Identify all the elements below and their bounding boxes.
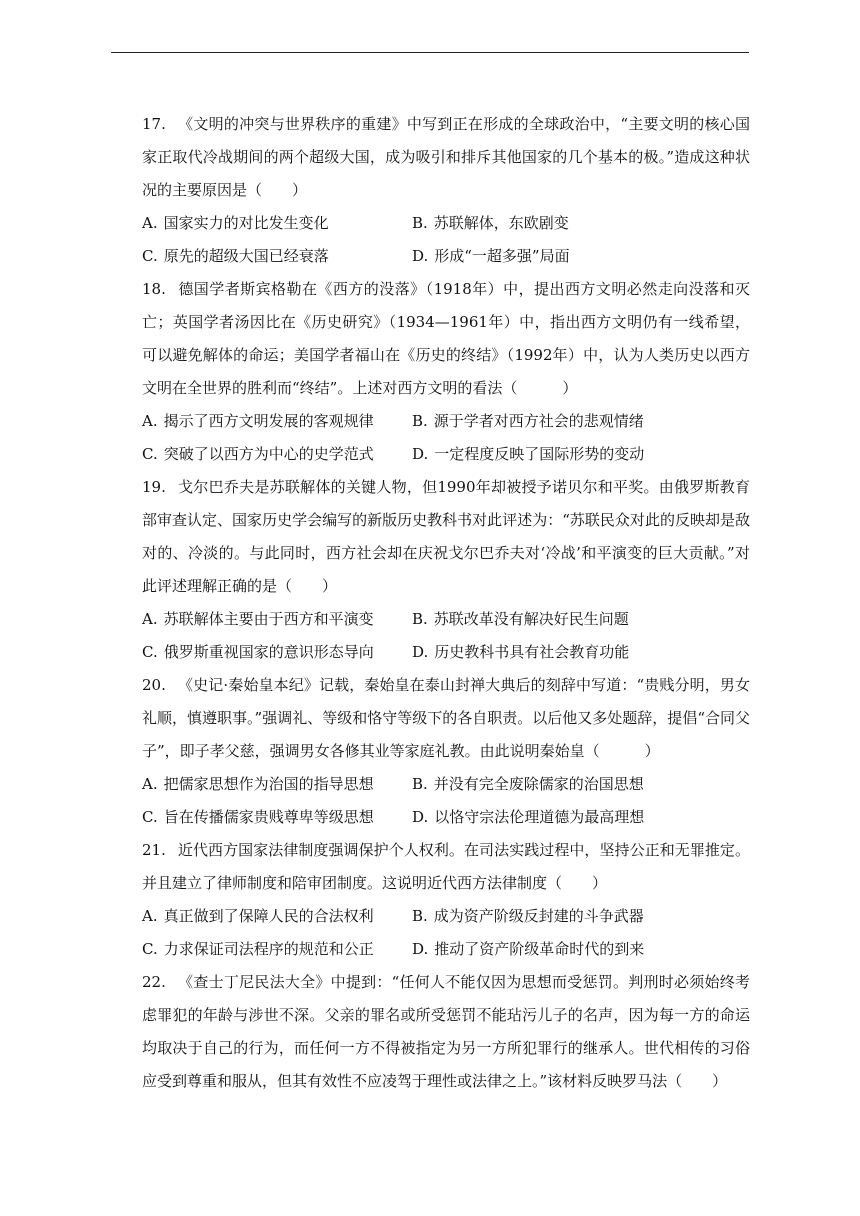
option-text: 力求保证司法程序的规范和公正	[163, 940, 374, 958]
option-letter: B.	[412, 610, 428, 628]
option-text: 一定程度反映了国际形势的变动	[434, 445, 645, 463]
option-text: 原先的超级大国已经衰落	[163, 247, 329, 265]
option-letter: D.	[412, 643, 429, 661]
option-b[interactable]	[412, 900, 644, 933]
option-letter: C.	[142, 940, 158, 958]
option-text: 推动了资产阶级革命时代的到来	[434, 940, 645, 958]
option-text: 形成“一超多强”局面	[434, 247, 570, 265]
option-letter: B.	[412, 907, 428, 925]
option-b[interactable]	[412, 603, 629, 636]
options-row	[142, 405, 750, 438]
option-letter: A.	[142, 610, 158, 628]
options-row	[142, 636, 750, 669]
option-letter: D.	[412, 940, 429, 958]
question-stem: 《查士丁尼民法大全》中提到：“任何人不能仅因为思想而受惩罚。判刑时必须始终考虑罪犯的年龄与涉世不深。父亲的罪名或所受惩罚不能玷污儿子的名声，因为每一方的命运均取决于自己的行为，而任何一方不得被指定为另一方所犯罪行的继承人。世代相传的习俗应受到尊重和服从，但其有效性不应凌驾于理性或法律之上。”该材料反映罗马法（ ）	[142, 973, 750, 1090]
option-b[interactable]	[412, 405, 644, 438]
option-letter: B.	[412, 775, 428, 793]
question-text	[142, 471, 750, 603]
option-c[interactable]	[142, 438, 412, 471]
option-d[interactable]	[412, 636, 629, 669]
question-number: 18.	[142, 280, 166, 298]
option-text: 国家实力的对比发生变化	[163, 214, 329, 232]
option-letter: C.	[142, 247, 158, 265]
question-stem: 德国学者斯宾格勒在《西方的没落》（1918年）中，提出西方文明必然走向没落和灭亡；英国学者汤因比在《历史研究》（1934—1961年）中，指出西方文明仍有一线希望，可以避免解体的命运；美国学者福山在《历史的终结》（1992年）中，认为人类历史以西方文明在全世界的胜利而“终结”。上述对西方文明的看法（ ）	[142, 280, 750, 397]
question-20	[142, 669, 750, 834]
option-letter: A.	[142, 907, 158, 925]
question-stem: 《史记·秦始皇本纪》记载，秦始皇在泰山封禅大典后的刻辞中写道：“贵贱分明，男女礼顺，慎遵职事。”强调礼、等级和恪守等级下的各自职责。以后他又多处题辞，提倡“合同父子”，即子孝父慈，强调男女各修其业等家庭礼教。由此说明秦始皇（ ）	[142, 676, 750, 760]
option-text: 苏联改革没有解决好民生问题	[433, 610, 629, 628]
option-letter: C.	[142, 445, 158, 463]
option-letter: B.	[412, 214, 428, 232]
option-a[interactable]	[142, 603, 412, 636]
option-letter: D.	[412, 445, 429, 463]
option-d[interactable]	[412, 801, 644, 834]
option-text: 并没有完全废除儒家的治国思想	[433, 775, 644, 793]
options-row	[142, 801, 750, 834]
option-text: 历史教科书具有社会教育功能	[434, 643, 630, 661]
option-letter: A.	[142, 214, 158, 232]
option-letter: C.	[142, 808, 158, 826]
option-c[interactable]	[142, 933, 412, 966]
option-text: 突破了以西方为中心的史学范式	[163, 445, 374, 463]
options-row	[142, 240, 750, 273]
question-stem: 戈尔巴乔夫是苏联解体的关键人物，但1990年却被授予诺贝尔和平奖。由俄罗斯教育部审查认定、国家历史学会编写的新版历史教科书对此评述为：“苏联民众对此的反映却是敌对的、冷淡的。与此同时，西方社会却在庆祝戈尔巴乔夫对‘冷战’和平演变的巨大贡献。”对此评述理解正确的是（ ）	[142, 478, 750, 595]
question-number: 19.	[142, 478, 166, 496]
option-c[interactable]	[142, 240, 412, 273]
option-d[interactable]	[412, 438, 644, 471]
question-text	[142, 966, 750, 1098]
options-row	[142, 438, 750, 471]
option-letter: C.	[142, 643, 158, 661]
option-a[interactable]	[142, 900, 412, 933]
option-a[interactable]	[142, 207, 412, 240]
options-row	[142, 933, 750, 966]
option-text: 俄罗斯重视国家的意识形态导向	[163, 643, 374, 661]
question-17	[142, 108, 750, 273]
option-letter: B.	[412, 412, 428, 430]
question-number: 22.	[142, 973, 166, 991]
option-letter: D.	[412, 808, 429, 826]
question-18	[142, 273, 750, 471]
option-text: 把儒家思想作为治国的指导思想	[163, 775, 374, 793]
question-19	[142, 471, 750, 669]
option-text: 苏联解体主要由于西方和平演变	[163, 610, 374, 628]
question-22	[142, 966, 750, 1098]
option-a[interactable]	[142, 768, 412, 801]
question-number: 21.	[142, 841, 166, 859]
option-a[interactable]	[142, 405, 412, 438]
option-text: 源于学者对西方社会的悲观情绪	[433, 412, 644, 430]
question-text	[142, 108, 750, 207]
option-b[interactable]	[412, 207, 569, 240]
option-text: 真正做到了保障人民的合法权利	[163, 907, 374, 925]
option-letter: A.	[142, 775, 158, 793]
option-c[interactable]	[142, 801, 412, 834]
options-row	[142, 900, 750, 933]
option-text: 揭示了西方文明发展的客观规律	[163, 412, 374, 430]
options-row	[142, 207, 750, 240]
question-text	[142, 273, 750, 405]
option-text: 成为资产阶级反封建的斗争武器	[433, 907, 644, 925]
option-b[interactable]	[412, 768, 644, 801]
question-21	[142, 834, 750, 966]
options-row	[142, 768, 750, 801]
options-row	[142, 603, 750, 636]
option-d[interactable]	[412, 240, 570, 273]
option-text: 旨在传播儒家贵贱尊卑等级思想	[163, 808, 374, 826]
question-text	[142, 834, 750, 900]
question-number: 20.	[142, 676, 166, 694]
question-stem: 近代西方国家法律制度强调保护个人权利。在司法实践过程中，坚持公正和无罪推定。并且建立了律师制度和陪审团制度。这说明近代西方法律制度（ ）	[142, 841, 750, 892]
question-list	[142, 108, 750, 1098]
question-text	[142, 669, 750, 768]
header-rule	[111, 52, 749, 53]
option-d[interactable]	[412, 933, 644, 966]
option-text: 以恪守宗法伦理道德为最高理想	[434, 808, 645, 826]
question-stem: 《文明的冲突与世界秩序的重建》中写到正在形成的全球政治中，“主要文明的核心国家正取代冷战期间的两个超级大国，成为吸引和排斥其他国家的几个基本的极。”造成这种状况的主要原因是（ ）	[142, 115, 750, 199]
option-c[interactable]	[142, 636, 412, 669]
option-letter: A.	[142, 412, 158, 430]
option-text: 苏联解体，东欧剧变	[433, 214, 569, 232]
question-number: 17.	[142, 115, 166, 133]
option-letter: D.	[412, 247, 429, 265]
